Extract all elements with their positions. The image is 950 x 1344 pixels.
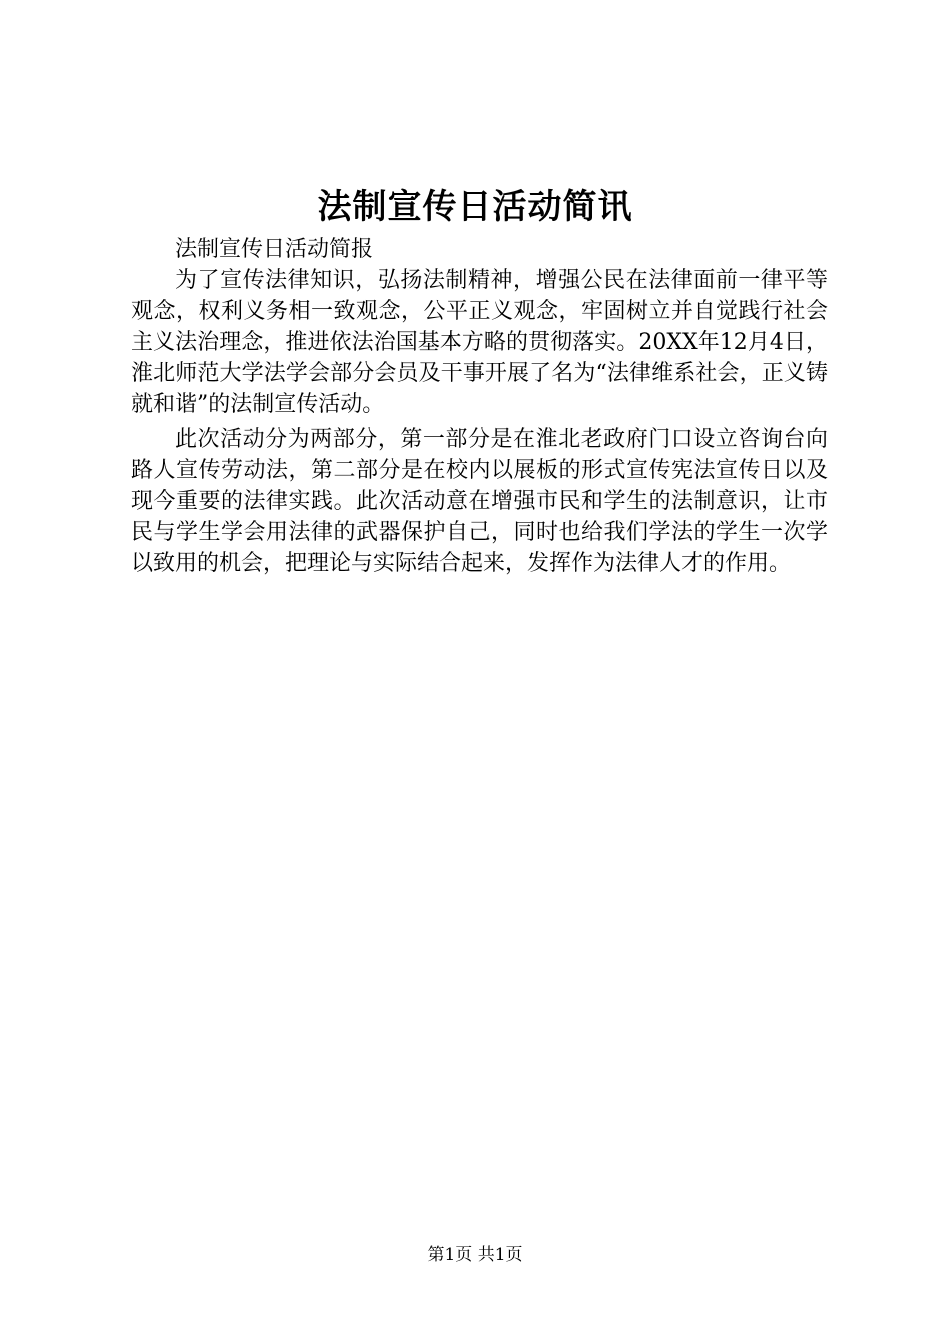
document-body — [131, 234, 828, 579]
document-subtitle: 法制宣传日活动简报 — [175, 237, 374, 262]
body-paragraph-1: 为了宣传法律知识，弘扬法制精神，增强公民在法律面前一律平等观念，权利义务相一致观念，公平正义观念，牢固树立并自觉践行社会主义法治理念，推进依法治国基本方略的贯彻落实。20XX年12月4日，淮北师范大学法学会部分会员及干事开展了名为“法律维系社会，正义铸就和谐”的法制宣传活动。 — [131, 268, 828, 417]
page-number-footer: 第1页 共1页 — [427, 1245, 523, 1265]
body-paragraph-2: 此次活动分为两部分，第一部分是在淮北老政府门口设立咨询台向路人宣传劳动法，第二部分是在校内以展板的形式宣传宪法宣传日以及现今重要的法律实践。此次活动意在增强市民和学生的法制意识，让市民与学生学会用法律的武器保护自己，同时也给我们学法的学生一次学以致用的机会，把理论与实际结合起来，发挥作为法律人才的作用。 — [131, 427, 828, 576]
document-title: 法制宣传日活动简讯 — [317, 187, 633, 227]
